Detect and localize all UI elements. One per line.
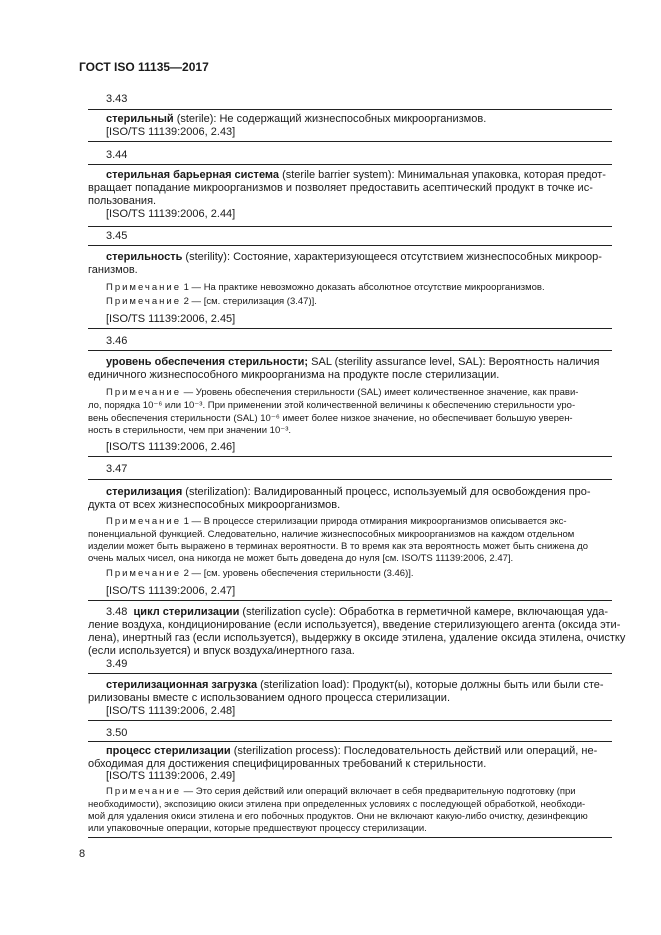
definition-line — [106, 169, 606, 183]
definition-line — [106, 251, 602, 265]
entry-number: 3.50 — [106, 727, 128, 739]
note-label: Примечание — [106, 786, 181, 797]
entry-number: 3.46 — [106, 335, 128, 347]
definition-line: единичного жизнеспособного микроорганизма на продукте после стерилизации. — [88, 369, 500, 381]
note-line: изделии может быть выражено в терминах вероятности. В то время как эта вероятность может быть снижена до — [88, 541, 588, 552]
note-line: Примечание — Уровень обеспечения стерильности (SAL) имеет количественное значение, как прави- — [106, 387, 579, 398]
definition-text: (sterile barrier system): Минимальная упаковка, которая предот- — [279, 169, 606, 181]
definition-line — [106, 606, 608, 620]
entry-number: 3.45 — [106, 230, 128, 242]
term: цикл стерилизации — [133, 606, 240, 618]
term: стерильная барьерная система — [106, 169, 280, 181]
note-label: Примечание — [106, 282, 181, 293]
note-line: необходимости), экспозицию окиси этилена при определенных условиях с последующей обработкой, необходи- — [88, 799, 586, 810]
term: стерильный — [106, 113, 174, 125]
note-label: Примечание — [106, 296, 181, 307]
source-reference: [ISO/TS 11139:2006, 2.43] — [106, 126, 236, 138]
entry-number: 3.47 — [106, 463, 128, 475]
definition-line — [106, 113, 486, 127]
document-header: ГОСТ ISO 11135—2017 — [79, 60, 209, 74]
note-line: ность в стерильности, чем при значении 10⁻³. — [88, 425, 292, 436]
source-reference: [ISO/TS 11139:2006, 2.45] — [106, 313, 236, 325]
definition-line: (если используется) и впуск воздуха/инертного газа. — [88, 645, 355, 657]
note-line: Примечание 1 — В процессе стерилизации природа отмирания микроорганизмов описывается экс- — [106, 516, 567, 527]
note-line: поненциальной функцией. Следовательно, наличие жизнеспособных микроорганизмов на каждом отдельном — [88, 529, 575, 540]
source-reference: [ISO/TS 11139:2006, 2.48] — [106, 705, 236, 717]
definition-line — [106, 679, 604, 693]
note-line: Примечание 2 — [см. уровень обеспечения стерильности (3.46)]. — [106, 568, 414, 579]
term: уровень обеспечения стерильности; — [106, 356, 309, 368]
source-reference: [ISO/TS 11139:2006, 2.44] — [106, 208, 236, 220]
definition-line — [106, 486, 591, 500]
source-reference: [ISO/TS 11139:2006, 2.46] — [106, 441, 236, 453]
note-line: Примечание — Это серия действий или операций включает в себя предварительную подготовку (при — [106, 786, 576, 797]
definition-line: ление воздуха, кондиционирование (если используется), введение стерилизующего агента (оксида эти- — [88, 619, 621, 631]
source-reference: [ISO/TS 11139:2006, 2.47] — [106, 585, 236, 597]
definition-text: SAL (sterility assurance level, SAL): Вероятность наличия — [308, 356, 600, 368]
definition-line — [106, 356, 599, 370]
term: стерилизация — [106, 486, 183, 498]
note-label: Примечание — [106, 516, 181, 527]
definition-text: (sterilization process): Последовательность действий или операций, не- — [230, 745, 598, 757]
definition-line — [106, 745, 597, 759]
definition-line: дукта от всех жизнеспособных микроорганизмов. — [88, 499, 341, 511]
definition-text: (sterilization load): Продукт(ы), которые должны быть или были сте- — [257, 679, 604, 691]
note-label: Примечание — [106, 568, 181, 579]
definition-text: (sterility): Состояние, характеризующееся отсутствием жизнеспособных микроор- — [182, 251, 602, 263]
definition-text: (sterilization cycle): Обработка в герметичной камере, включающая уда- — [239, 606, 609, 618]
note-line: Примечание 1 — На практике невозможно доказать абсолютное отсутствие микроорганизмов. — [106, 282, 545, 293]
definition-line: ганизмов. — [88, 264, 138, 276]
term: процесс стерилизации — [106, 745, 231, 757]
entry-number: 3.48 — [106, 606, 128, 618]
note-line: или упаковочные операции, которые предшествуют процессу стерилизации. — [88, 823, 427, 834]
entry-number: 3.43 — [106, 93, 128, 105]
note-line: очень малых чисел, она никогда не может быть доведена до нуля [см. ISO/TS 11139:2006, 2.47]. — [88, 553, 514, 564]
definition-line: вращает попадание микроорганизмов и позволяет предоставить асептический продукт в точке ис- — [88, 182, 593, 194]
term: стерилизационная загрузка — [106, 679, 258, 691]
definition-line: пользования. — [88, 195, 157, 207]
source-reference: [ISO/TS 11139:2006, 2.49] — [106, 770, 236, 782]
note-label: Примечание — [106, 387, 181, 398]
term: стерильность — [106, 251, 183, 263]
definition-line: лена), инертный газ (если используется), выдержку в оксиде этилена, удаление оксида этилена, очистку — [88, 632, 626, 644]
entry-number: 3.49 — [106, 658, 128, 670]
definition-text: (sterile): Не содержащий жизнеспособных микроорганизмов. — [173, 113, 487, 125]
note-line: ло, порядка 10⁻⁶ или 10⁻³. При применении этой количественной величины к обеспечению стерильности уро- — [88, 400, 576, 411]
note-line: Примечание 2 — [см. стерилизация (3.47)]. — [106, 296, 317, 307]
page-number: 8 — [79, 848, 86, 860]
definition-text: (sterilization): Валидированный процесс, используемый для освобождения про- — [182, 486, 591, 498]
note-line: вень обеспечения стерильности (SAL) 10⁻⁶ имеет более низкое значение, но обеспечивает большую уверен- — [88, 413, 573, 424]
note-line: мой для удаления окиси этилена и его побочных продуктов. Они не включают какую-либо очистку, дезинфекцию — [88, 811, 588, 822]
definition-line: обходимая для достижения специфицированных требований к стерильности. — [88, 758, 487, 770]
definition-line: рилизованы вместе с использованием одного процесса стерилизации. — [88, 692, 450, 704]
entry-number: 3.44 — [106, 149, 128, 161]
